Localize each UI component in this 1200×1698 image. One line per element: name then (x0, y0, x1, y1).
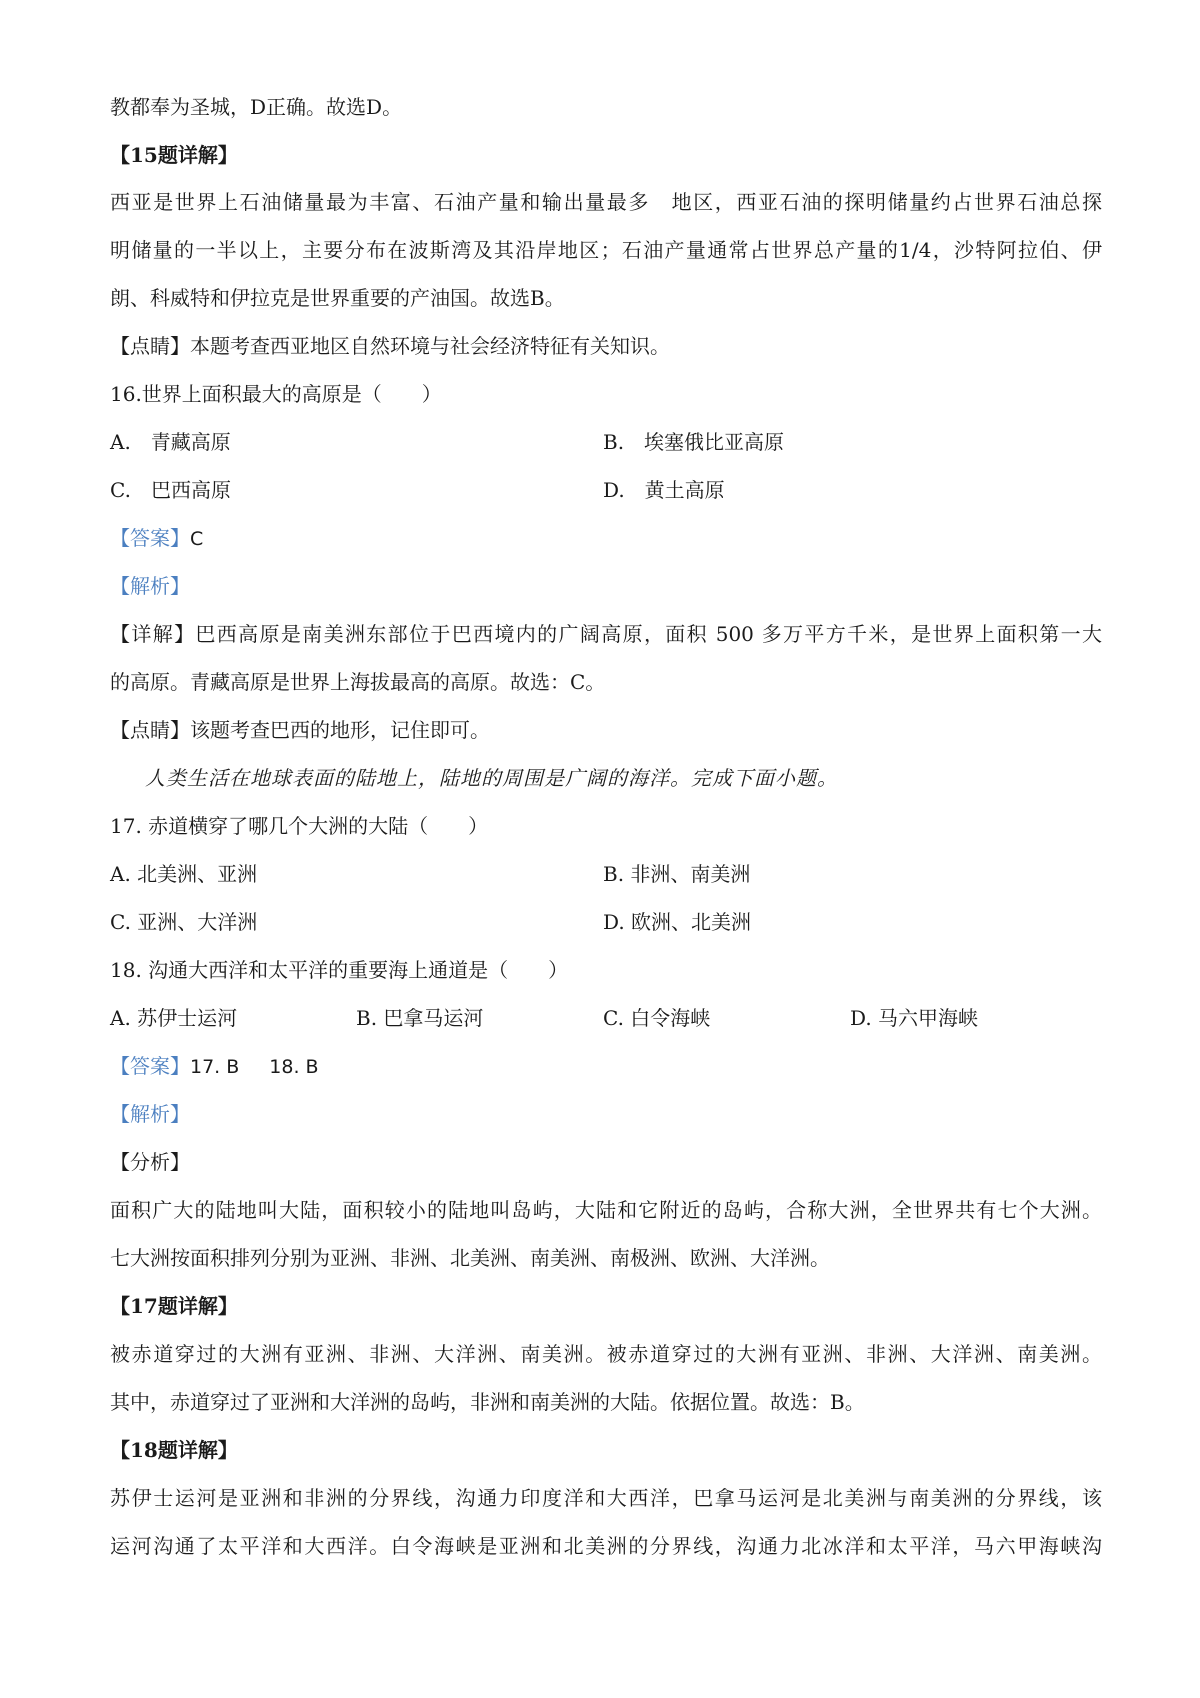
analysis-label: 【解析】 (110, 574, 190, 598)
question-18: 18. 沟通大西洋和太平洋的重要海上通道是（ ） (110, 958, 569, 982)
answer-value-17: 17. B (190, 1056, 240, 1078)
option-18-a: A. 苏伊士运河 (110, 1006, 238, 1030)
option-16-a: A. 青藏高原 (110, 430, 231, 454)
text-line: 教都奉为圣城，D正确。故选D。 (110, 95, 403, 119)
comment-line: 【点睛】本题考查西亚地区自然环境与社会经济特征有关知识。 (110, 334, 670, 358)
text-line: 西亚是世界上石油储量最为丰富、石油产量和输出量最多 地区，西亚石油的探明储量约占世界石油总探 (110, 190, 1102, 214)
option-18-d: D. 马六甲海峡 (850, 1006, 979, 1030)
option-16-c: C. 巴西高原 (110, 478, 231, 502)
answer-value: C (190, 528, 204, 550)
question-17: 17. 赤道横穿了哪几个大洲的大陆（ ） (110, 814, 489, 838)
analysis-heading: 【分析】 (110, 1150, 190, 1174)
text-line: 朗、科威特和伊拉克是世界重要的产油国。故选B。 (110, 286, 565, 310)
option-18-c: C. 白令海峡 (603, 1006, 711, 1030)
option-17-c: C. 亚洲、大洋洲 (110, 910, 258, 934)
answer-label: 【答案】 (110, 1054, 190, 1078)
detail-line: 的高原。青藏高原是世界上海拔最高的高原。故选：C。 (110, 670, 606, 694)
answer-label: 【答案】 (110, 526, 190, 550)
question-16: 16.世界上面积最大的高原是（ ） (110, 382, 442, 406)
comment-line: 【点睛】该题考查巴西的地形，记住即可。 (110, 718, 490, 742)
option-17-a: A. 北美洲、亚洲 (110, 862, 258, 886)
option-17-b: B. 非洲、南美洲 (603, 862, 751, 886)
section-heading-17: 【17题详解】 (110, 1294, 238, 1318)
analysis-line: 七大洲按面积排列分别为亚洲、非洲、北美洲、南美洲、南极洲、欧洲、大洋洲。 (110, 1246, 830, 1270)
option-16-b: B. 埃塞俄比亚高原 (603, 430, 785, 454)
detail-line: 苏伊士运河是亚洲和非洲的分界线，沟通力印度洋和大西洋，巴拿马运河是北美洲与南美洲的分界线，该 (110, 1486, 1102, 1510)
detail-line: 运河沟通了太平洋和大西洋。白令海峡是亚洲和北美洲的分界线，沟通力北冰洋和太平洋，马六甲海峡沟 (110, 1534, 1102, 1558)
option-16-d: D. 黄土高原 (603, 478, 725, 502)
detail-line: 被赤道穿过的大洲有亚洲、非洲、大洋洲、南美洲。被赤道穿过的大洲有亚洲、非洲、大洋洲、南美洲。 (110, 1342, 1102, 1366)
answer-value-18: 18. B (269, 1056, 319, 1078)
analysis-line: 面积广大的陆地叫大陆，面积较小的陆地叫岛屿，大陆和它附近的岛屿，合称大洲，全世界共有七个大洲。 (110, 1198, 1102, 1222)
answer-16 (110, 524, 203, 553)
text-line: 明储量的一半以上，主要分布在波斯湾及其沿岸地区；石油产量通常占世界总产量的1/4，沙特阿拉伯、伊 (110, 238, 1102, 262)
option-17-d: D. 欧洲、北美洲 (603, 910, 752, 934)
option-18-b: B. 巴拿马运河 (356, 1006, 484, 1030)
detail-line: 【详解】巴西高原是南美洲东部位于巴西境内的广阔高原，面积 500 多万平方千米，是世界上面积第一大 (110, 622, 1102, 646)
detail-line: 其中，赤道穿过了亚洲和大洋洲的岛屿，非洲和南美洲的大陆。依据位置。故选：B。 (110, 1390, 865, 1414)
section-heading-15: 【15题详解】 (110, 143, 238, 167)
analysis-label: 【解析】 (110, 1102, 190, 1126)
intro-line: 人类生活在地球表面的陆地上，陆地的周围是广阔的海洋。完成下面小题。 (145, 766, 838, 790)
section-heading-18: 【18题详解】 (110, 1438, 238, 1462)
answer-17-18 (110, 1052, 319, 1081)
